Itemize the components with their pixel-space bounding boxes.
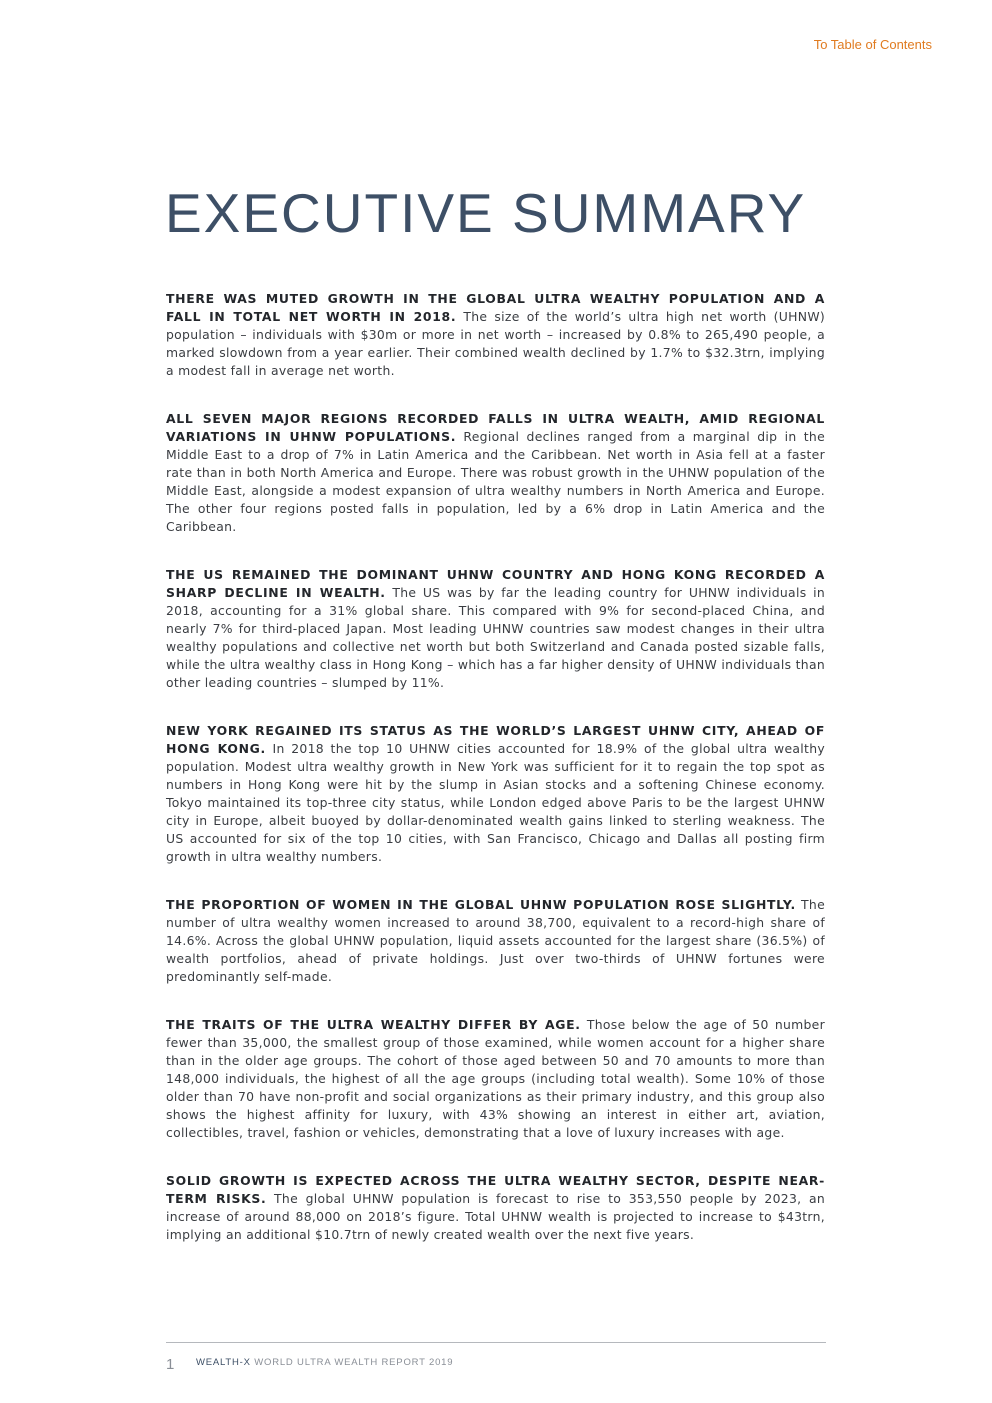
paragraph-lead: THE PROPORTION OF WOMEN IN THE GLOBAL UHNW POPULATION ROSE SLIGHTLY. <box>166 897 796 912</box>
summary-paragraph <box>166 1016 825 1142</box>
summary-content <box>166 290 825 1274</box>
paragraph-lead: NEW YORK REGAINED ITS STATUS AS THE WORLD’S LARGEST UHNW CITY, AHEAD OF HONG KONG. <box>166 723 825 756</box>
page-title: EXECUTIVE SUMMARY <box>165 182 807 244</box>
summary-paragraph <box>166 722 825 866</box>
footer-report-title <box>196 1357 453 1368</box>
paragraph-lead: ALL SEVEN MAJOR REGIONS RECORDED FALLS IN ULTRA WEALTH, AMID REGIONAL VARIATIONS IN UHNW POPULATIONS. <box>166 411 825 444</box>
paragraph-body: The number of ultra wealthy women increased to around 38,700, equivalent to a record-high share of 14.6%. Across the global UHNW population, liquid assets accounted for the largest share (36.5%) of wealth portfolios, ahead of private holdings. Just over two-thirds of UHNW fortunes were predominantly self-made. <box>166 897 825 984</box>
paragraph-lead: THERE WAS MUTED GROWTH IN THE GLOBAL ULTRA WEALTHY POPULATION AND A FALL IN TOTAL NET WORTH IN 2018. <box>166 291 825 324</box>
paragraph-body: Regional declines ranged from a marginal dip in the Middle East to a drop of 7% in Latin America and the Caribbean. Net worth in Asia fell at a faster rate than in both North America and Europe. There was robust growth in the UHNW population of the Middle East, alongside a modest expansion of ultra wealthy numbers in North America and Europe. The other four regions posted falls in population, led by a 6% drop in Latin America and the Caribbean. <box>166 429 825 534</box>
paragraph-body: In 2018 the top 10 UHNW cities accounted for 18.9% of the global ultra wealthy population. Modest ultra wealthy growth in New York was sufficient for it to regain the top spot as numbers in Hong Kong were hit by the slump in Asian stocks and a softening Chinese economy. Tokyo maintained its top-three city status, while London edged above Paris to be the largest UHNW city in Europe, albeit buoyed by dollar-denominated wealth gains linked to sterling weakness. The US accounted for six of the top 10 cities, with San Francisco, Chicago and Dallas all posting firm growth in ultra wealthy numbers. <box>166 741 825 864</box>
summary-paragraph <box>166 410 825 536</box>
footer-divider <box>166 1342 826 1343</box>
paragraph-body: The global UHNW population is forecast to rise to 353,550 people by 2023, an increase of around 88,000 on 2018’s figure. Total UHNW wealth is projected to increase to $43trn, implying an additional $10.7trn of newly created wealth over the next five years. <box>166 1191 826 1242</box>
paragraph-body: The US was by far the leading country for UHNW individuals in 2018, accounting for a 31% global share. This compared with 9% for second-placed China, and nearly 7% for third-placed Japan. Most leading UHNW countries saw modest changes in their ultra wealthy populations and collective net worth but both Switzerland and Canada posted sizable falls, while the ultra wealthy class in Hong Kong – which has a far higher density of UHNW individuals than other leading countries – slumped by 11%. <box>166 585 825 690</box>
paragraph-lead: THE TRAITS OF THE ULTRA WEALTHY DIFFER BY AGE. <box>166 1017 581 1032</box>
footer-report-name: WORLD ULTRA WEALTH REPORT 2019 <box>254 1357 454 1368</box>
summary-paragraph <box>166 290 825 380</box>
table-of-contents-link[interactable]: To Table of Contents <box>813 37 932 52</box>
paragraph-body: Those below the age of 50 number fewer than 35,000, the smallest group of those examined, while women account for a higher share than in the older age groups. The cohort of those aged between 50 and 70 amounts to more than 148,000 individuals, the highest of all the age groups (including total wealth). Some 10% of those older than 70 have non-profit and social organizations as their primary industry, and this group also shows the highest affinity for luxury, with 43% showing an interest in either art, aviation, collectibles, travel, fashion or vehicles, demonstrating that a love of luxury increases with age. <box>166 1017 825 1140</box>
paragraph-body: The size of the world’s ultra high net worth (UHNW) population – individuals with $30m or more in net worth – increased by 0.8% to 265,490 people, a marked slowdown from a year earlier. Their combined wealth declined by 1.7% to $32.3trn, implying a modest fall in average net worth. <box>166 309 825 378</box>
paragraph-lead: THE US REMAINED THE DOMINANT UHNW COUNTRY AND HONG KONG RECORDED A SHARP DECLINE IN WEALTH. <box>166 567 825 600</box>
footer-brand: WEALTH-X <box>196 1357 251 1368</box>
summary-paragraph <box>166 896 825 986</box>
summary-paragraph <box>166 1172 825 1244</box>
page-number: 1 <box>166 1356 175 1373</box>
summary-paragraph <box>166 566 825 692</box>
paragraph-lead: SOLID GROWTH IS EXPECTED ACROSS THE ULTRA WEALTHY SECTOR, DESPITE NEAR-TERM RISKS. <box>166 1173 825 1206</box>
